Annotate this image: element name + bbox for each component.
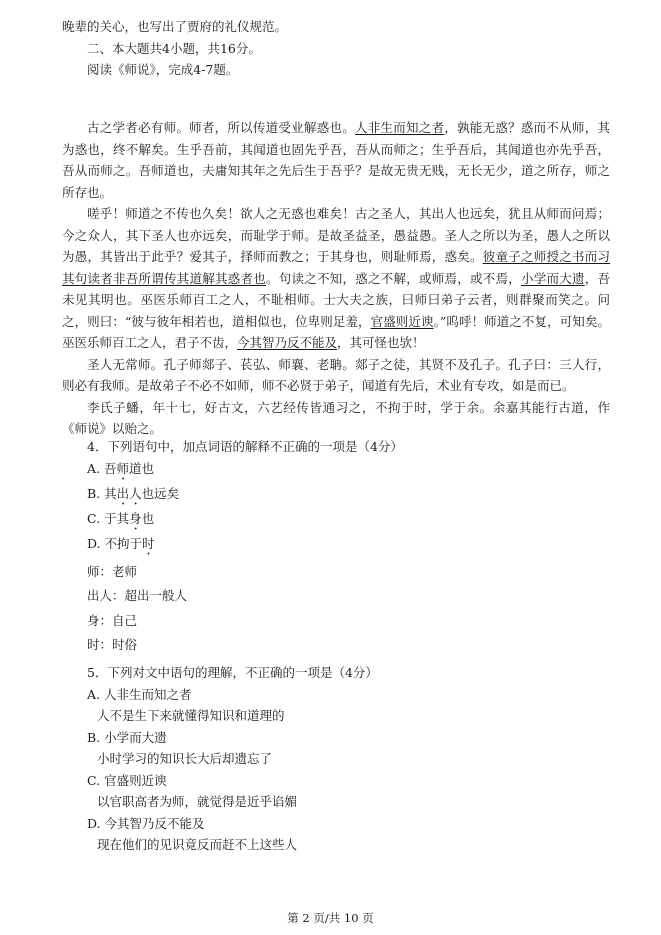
page-footer: 第 2 页/共 10 页 xyxy=(287,911,374,925)
q4b-dotted: 出人 xyxy=(116,485,142,501)
intro-line: 晚辈的关心，也写出了贾府的礼仪规范。 xyxy=(62,19,288,34)
passage-paragraph-4: 李氏子蟠，年十七，好古文，六艺经传皆通习之，不拘于时，学于余。余嘉其能行古道，作《师说》以贻之。 xyxy=(62,399,610,436)
q4-stem: 4．下列语句中，加点词语的解释不正确的一项是（4分） xyxy=(87,439,403,454)
q5-option-c: C. 官盛则近谀 xyxy=(87,772,167,788)
p2-text-e: ，其可怪也欤！ xyxy=(337,335,425,350)
q5-option-d: D. 今其智乃反不能及 xyxy=(87,815,205,831)
p1-text-b: ，孰能无惑？惑而不从师，其为惑也，终不解矣。生乎吾前，其闻道也固先乎吾，吾从而师之；生乎吾后，其闻道也亦先乎吾，吾从而师之。吾师道也，夫庸知其年之先后生于吾乎？是故无贵无贱，无长无少，道之所存，师之所存也。 xyxy=(62,120,610,200)
p2-text-d: 。”呜呼！师道之不复，可知矣。巫医乐师百工之人，君子不齿， xyxy=(62,313,610,350)
q4-option-a xyxy=(62,458,610,483)
q5-option-b: B. 小学而大遗 xyxy=(87,729,167,745)
q4c-post: 也 xyxy=(141,510,155,526)
q4-explanation-a: 师：老师 xyxy=(87,563,138,579)
passage-paragraph-1 xyxy=(62,117,610,203)
q4a-pre: A. 吾 xyxy=(87,460,117,476)
passage-paragraph-3: 圣人无常师。孔子师郯子、苌弘、师襄、老聃。郯子之徒，其贤不及孔子。孔子曰：三人行，则必有我师。是故弟子不必不如师，师不必贤于弟子，闻道有先后，术业有专攻，如是而已。 xyxy=(62,356,610,393)
q4c-dotted: 身 xyxy=(129,510,142,526)
p2-text-a: 嗟乎！师道之不传也久矣！欲人之无惑也难矣！古之圣人，其出人也远矣，犹且从师而问焉；今之众人，其下圣人也亦远矣，而耻学于师。是故圣益圣，愚益愚。圣人之所以为圣，愚人之所以为愚，其皆出于此乎？爱其子，择师而教之；于其身也，则耻师焉，惑矣。 xyxy=(62,206,610,264)
p2-underline-4: 今其智乃反不能及 xyxy=(237,335,338,350)
q4-explanation-d: 时：时俗 xyxy=(87,637,138,652)
q5-explanation-b: 小时学习的知识长大后却遗忘了 xyxy=(97,751,273,766)
q4-option-b xyxy=(62,483,610,508)
q5-option-a: A. 人非生而知之者 xyxy=(87,686,192,702)
passage xyxy=(62,117,610,440)
q4b-pre: B. 其 xyxy=(87,485,117,501)
q5-explanation-d: 现在他们的见识竟反而赶不上这些人 xyxy=(97,837,298,852)
p2-text-b: 。句读之不知，惑之不解，或师焉，或不焉， xyxy=(265,270,521,286)
q5-explanation-c: 以官职高者为师，就觉得是近乎谄媚 xyxy=(97,794,298,809)
question-5 xyxy=(62,662,610,856)
q5-stem: 5．下列对文中语句的理解，不正确的一项是（4分） xyxy=(87,665,378,680)
q4-explanation-c: 身：自己 xyxy=(87,612,138,628)
q5-explanation-a: 人不是生下来就懂得知识和道理的 xyxy=(97,708,285,723)
passage-paragraph-2 xyxy=(62,203,610,354)
q4-option-c xyxy=(62,508,610,533)
p2-underline-3: 官盛则近谀 xyxy=(370,313,434,329)
q4-explanation-b: 出人：超出一般人 xyxy=(87,588,188,603)
p2-text-c: ，吾未见其明也。巫医乐师百工之人，不耻相师。士大夫之族，曰师曰弟子云者，则群聚而笑之。问之，则曰：“彼与彼年相若也，道相似也，位卑则足羞， xyxy=(62,270,610,329)
text-block-top xyxy=(62,16,610,81)
p2-underline-2: 小学而大遗 xyxy=(520,270,585,286)
q4a-dotted: 师 xyxy=(116,460,129,476)
reading-instruction: 阅读《师说》，完成4-7题。 xyxy=(87,62,239,77)
question-4 xyxy=(62,436,610,656)
q4-option-d xyxy=(62,533,610,558)
p1-text-a: 古之学者必有师。师者，所以传道受业解惑也。 xyxy=(87,120,355,135)
q4d-dotted: 时 xyxy=(142,535,155,551)
q4a-post: 道也 xyxy=(129,460,155,476)
section-heading: 二、本大题共4小题，共16分。 xyxy=(87,40,261,56)
p1-underline-1: 人非生而知之者 xyxy=(355,120,445,135)
q4d-pre: D. 不拘于 xyxy=(87,535,143,551)
p2-underline-1: 彼童子之师授之书而习其句读者非吾所谓传其道解其惑者也 xyxy=(62,249,610,286)
q4b-post: 也远矣 xyxy=(141,485,180,501)
q4c-pre: C. 于其 xyxy=(87,510,130,526)
